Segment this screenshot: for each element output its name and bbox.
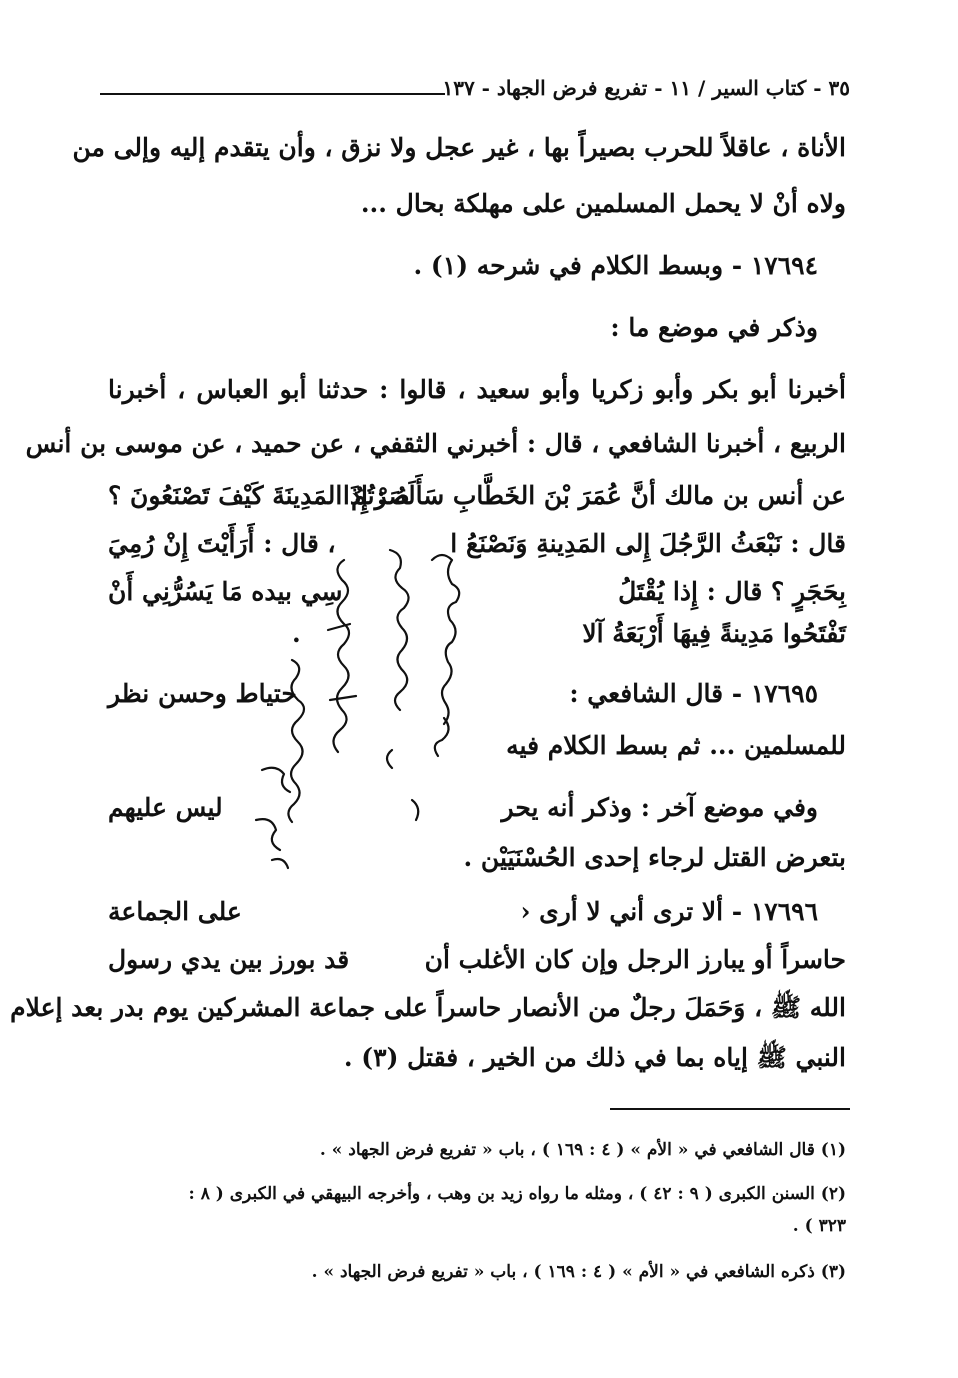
body-line-9-left: سِي بيده مَا يَسُرُّنِي أَنْ (108, 577, 343, 606)
body-line-6: الربيع ، أخبرنا الشافعي ، قال : أخبرني الثقفي ، عن حميد ، عن موسى بن أنس (25, 429, 846, 458)
footnote-2-continued: ٣٢٣ ) . (792, 1216, 846, 1236)
body-line-16-right: حاسراً أو يبارز الرجل وإن كان الأغلب أن (424, 945, 846, 974)
body-line-2: ولاه أنْ لا يحمل المسلمين على مهلكة بحال ... (360, 189, 846, 218)
body-line-13-left: ليس عليهم (108, 793, 223, 822)
body-line-1: الأناة ، عاقلاً للحرب بصيراً بها ، غير عجل ولا نزق ، وأن يتقدم إليه وإلى من (72, 133, 846, 162)
body-line-18: النبي ﷺ إياه بما في ذلك من الخير ، فقتل (٣) . (343, 1043, 846, 1072)
body-line-4: وذكر في موضع ما : (610, 313, 818, 342)
footnote-rule (610, 1108, 850, 1110)
body-line-14: بتعرض القتل لرجاء إحدى الحُسْنَيَيْن . (463, 843, 846, 872)
footnote-3: (٣) ذكره الشافعي في « الأم » ( ٤ : ١٦٩ ) ، باب « تفريع فرض الجهاد » . (311, 1262, 846, 1282)
body-line-11-right: ١٧٦٩٥ - قال الشافعي : (569, 679, 818, 708)
body-line-15-right: ١٧٦٩٦ - ألا ترى أني لا أرى ‹ (520, 897, 818, 926)
body-line-9-right: بِحَجَرٍ ؟ قال : إِذا يُقْتَلُ (618, 577, 846, 606)
body-line-11-left: حتياط وحسن نظر (108, 679, 297, 708)
header-rule (100, 93, 445, 95)
footnote-2: (٢) السنن الكبرى ( ٩ : ٤٢ ) ، ومثله ما رواه زيد بن وهب ، وأخرجه البيهقي في الكبرى ( ٨ : (188, 1184, 846, 1204)
body-line-10-right: تَفْتَحُوا مَدِينةً فِيهَا أَرْبَعَةُ آلا (582, 619, 846, 648)
footnote-1: (١) قال الشافعي في « الأم » ( ٤ : ١٦٩ ) ، باب « تفريع فرض الجهاد » . (319, 1140, 846, 1160)
body-line-3: ١٧٦٩٤ - وبسط الكلام في شرحه (١) . (413, 251, 818, 280)
body-line-12: للمسلمين ... ثم بسط الكلام فيه (506, 731, 846, 760)
body-line-5: أخبرنا أبو بكر وأبو زكريا وأبو سعيد ، قالوا : حدثنا أبو العباس ، أخبرنا (108, 375, 846, 404)
body-line-15-left: على الجماعة (108, 897, 242, 926)
running-title: ٣٥ - كتاب السير / ١١ - تفريع فرض الجهاد - ١٣٧ (442, 76, 850, 100)
body-line-13-right: وفي موضع آخر : وذكر أنه يحر (501, 793, 818, 822)
body-line-17: الله ﷺ ، وَحَمَلَ رجلٌ من الأنصار حاسراً على جماعة المشركين يوم بدر بعد إعلام (10, 993, 846, 1022)
running-header (100, 76, 850, 110)
body-line-10-left: . (292, 619, 301, 648)
body-line-7-right: عن أنس بن مالك أنَّ عُمَرَ بْنَ الخَطَّابِ سَأَلَهُ : إِذَا (342, 481, 846, 510)
body-line-8-left: ، قال : أَرَأَيْتَ إِنْ رُمِيَ (108, 529, 336, 558)
body-line-16-left: قد بورز بين يدي رسول (108, 945, 350, 974)
body-line-8-right: قال : نَبْعَثُ الرَّجُلَ إِلى المَدِينةِ وَنَصْنَعُ ا (450, 529, 846, 558)
handwritten-annotation-icon (232, 520, 492, 900)
body-line-7-left: صَرْتُمُ المَدِينَةَ كَيْفَ تَصْنَعُونَ ؟ (108, 481, 410, 510)
